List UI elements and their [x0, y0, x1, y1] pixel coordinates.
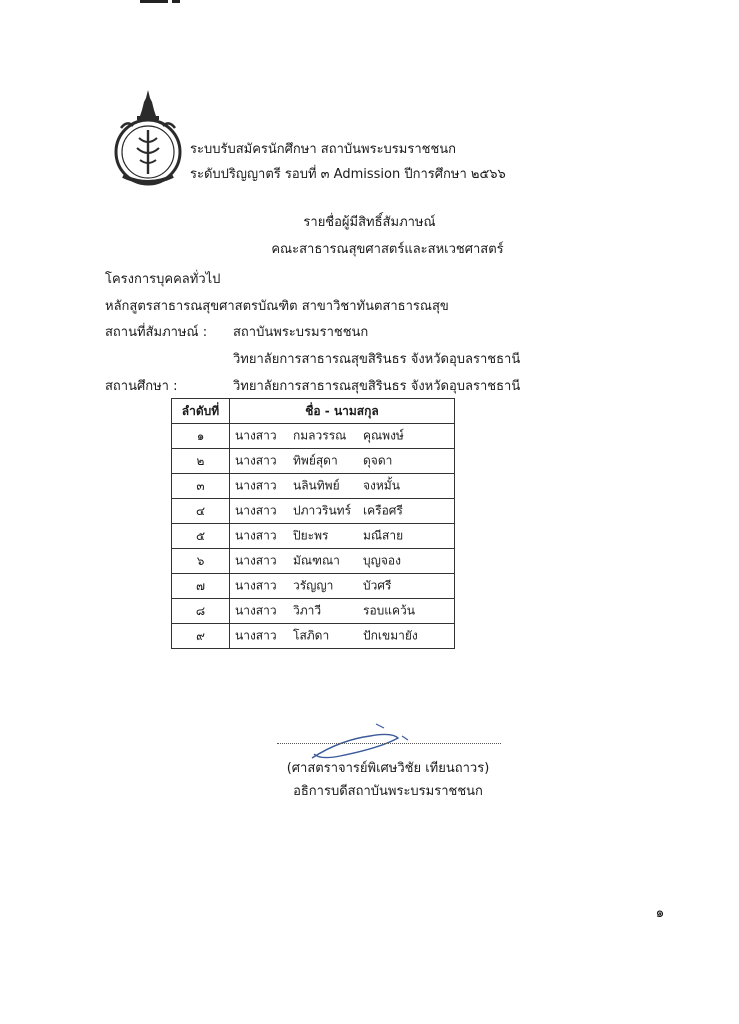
first-name: วิภาวี	[293, 603, 322, 618]
name-title: นางสาว	[235, 603, 277, 618]
last-name: ปักเขมายัง	[363, 628, 418, 643]
header-line-2: ระดับปริญญาตรี รอบที่ ๓ Admission ปีการศึกษา ๒๕๖๖	[190, 167, 506, 182]
table-row	[172, 499, 455, 524]
row-full-name	[230, 624, 455, 649]
school-value: วิทยาลัยการสาธารณสุขสิรินธร จังหวัดอุบลราชธานี	[233, 379, 521, 394]
row-number: ๒	[172, 449, 230, 474]
table-row	[172, 549, 455, 574]
first-name: ทิพย์สุดา	[293, 453, 338, 468]
name-title: นางสาว	[235, 428, 277, 443]
table-row	[172, 524, 455, 549]
table-row	[172, 474, 455, 499]
institute-seal-logo	[113, 88, 183, 188]
table-row	[172, 624, 455, 649]
name-title: นางสาว	[235, 478, 277, 493]
name-title: นางสาว	[235, 453, 277, 468]
first-name: ปิยะพร	[293, 528, 329, 543]
header-line-1: ระบบรับสมัครนักศึกษา สถาบันพระบรมราชชนก	[190, 142, 457, 157]
name-title: นางสาว	[235, 528, 277, 543]
last-name: มณีสาย	[363, 528, 404, 543]
column-header-name: ชื่อ - นามสกุล	[230, 399, 455, 424]
table-row	[172, 424, 455, 449]
row-full-name	[230, 549, 455, 574]
name-title: นางสาว	[235, 628, 277, 643]
last-name: บุญจอง	[363, 553, 401, 568]
table-row	[172, 449, 455, 474]
row-full-name	[230, 424, 455, 449]
last-name: ดุจดา	[363, 453, 393, 468]
interview-location-value-2: วิทยาลัยการสาธารณสุขสิรินธร จังหวัดอุบลราชธานี	[233, 352, 521, 367]
last-name: เครือศรี	[363, 503, 403, 518]
row-number: ๙	[172, 624, 230, 649]
signatory-position: อธิการบดีสถาบันพระบรมราชชนก	[293, 784, 483, 799]
signature-line	[277, 743, 501, 744]
school-label: สถานศึกษา :	[105, 379, 178, 394]
column-header-order: ลำดับที่	[172, 399, 230, 424]
last-name: รอบแคว้น	[363, 603, 415, 618]
last-name: คุณพงษ์	[363, 428, 404, 443]
first-name: นลินทิพย์	[293, 478, 340, 493]
row-number: ๘	[172, 599, 230, 624]
page-number: ๑	[655, 905, 665, 921]
first-name: กมลวรรณ	[293, 428, 347, 443]
table-header-row	[172, 399, 455, 424]
name-title: นางสาว	[235, 553, 277, 568]
row-number: ๑	[172, 424, 230, 449]
last-name: จงหมั้น	[363, 478, 400, 493]
program-name: หลักสูตรสาธารณสุขศาสตรบัณฑิต สาขาวิชาทันตสาธารณสุข	[105, 299, 449, 314]
row-full-name	[230, 474, 455, 499]
first-name: ปภาวรินทร์	[293, 503, 352, 518]
last-name: บัวศรี	[363, 578, 392, 593]
table-row	[172, 599, 455, 624]
signatory-name: (ศาสตราจารย์พิเศษวิชัย เทียนถาวร)	[286, 761, 490, 776]
row-full-name	[230, 524, 455, 549]
document-title: รายชื่อผู้มีสิทธิ์สัมภาษณ์	[303, 215, 436, 230]
first-name: โสภิดา	[293, 628, 330, 643]
row-full-name	[230, 499, 455, 524]
row-number: ๓	[172, 474, 230, 499]
first-name: มัณฑณา	[293, 553, 340, 568]
row-full-name	[230, 574, 455, 599]
name-title: นางสาว	[235, 578, 277, 593]
row-number: ๔	[172, 499, 230, 524]
interview-location-label: สถานที่สัมภาษณ์ :	[105, 325, 208, 340]
faculty-title: คณะสาธารณสุขศาสตร์และสหเวชศาสตร์	[271, 242, 504, 257]
row-number: ๗	[172, 574, 230, 599]
interview-location-value-1: สถาบันพระบรมราชชนก	[233, 325, 369, 340]
project-name: โครงการบุคคลทั่วไป	[105, 272, 221, 287]
candidate-table	[171, 398, 455, 649]
row-full-name	[230, 449, 455, 474]
first-name: วรัญญา	[293, 578, 334, 593]
row-number: ๖	[172, 549, 230, 574]
name-title: นางสาว	[235, 503, 277, 518]
table-row	[172, 574, 455, 599]
scan-mark	[140, 0, 180, 4]
row-number: ๕	[172, 524, 230, 549]
row-full-name	[230, 599, 455, 624]
